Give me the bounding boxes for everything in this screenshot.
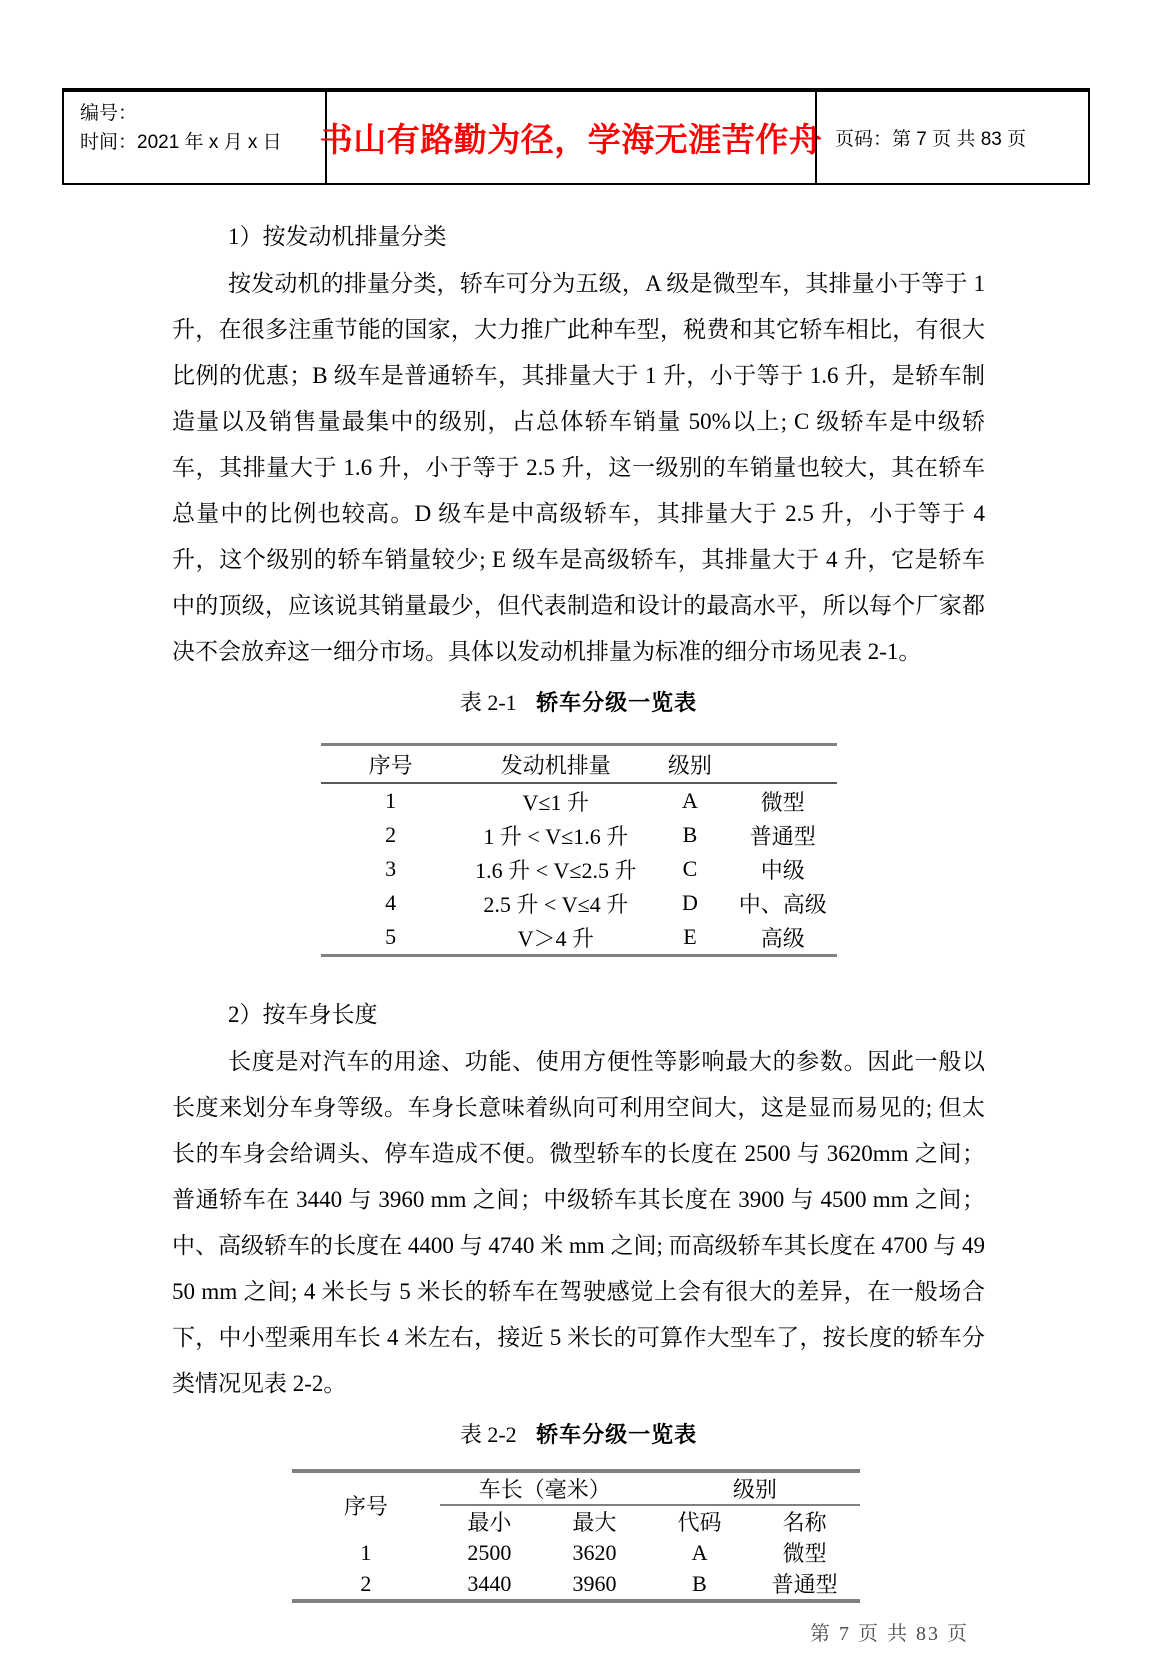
table-cell: 3960 [572, 1570, 617, 1596]
table-cell: 2.5 升 < V≤4 升 [483, 891, 629, 917]
table-2-2 [292, 1469, 860, 1603]
table-row [321, 783, 837, 818]
table-2-1 [321, 743, 837, 957]
table-cell: 1 升 < V≤1.6 升 [483, 823, 629, 849]
table-row [292, 1537, 860, 1568]
table-cell: 微型 [782, 1541, 827, 1566]
motto-text: 书山有路勤为径，学海无涯苦作舟 [319, 123, 823, 159]
table-cell: B [682, 822, 698, 847]
table-cell: 1 [360, 1539, 372, 1565]
table-cell: 3 [385, 856, 397, 881]
table-2-2-caption [172, 1415, 985, 1455]
table-header-cell: 名称 [782, 1510, 827, 1535]
table-row [321, 920, 837, 956]
table-cell: 3620 [572, 1539, 617, 1565]
page-number-value: 第 7 页 共 83 页 [892, 129, 1027, 150]
table-header-cell [729, 745, 837, 784]
table-header-row [321, 745, 837, 784]
table-header-cell: 代码 [677, 1510, 722, 1535]
page-number-label: 页码： [835, 129, 893, 150]
table-cell: 中级 [760, 857, 805, 883]
table-row [321, 886, 837, 920]
table-header-group-class: 级别 [650, 1471, 860, 1505]
table-cell: B [692, 1570, 707, 1596]
table-header-group-length: 车长（毫米） [440, 1471, 650, 1505]
section-2-paragraph: 长度是对汽车的用途、功能、使用方便性等影响最大的参数。因此一般以长度来划分车身等级。车身长意味着纵向可利用空间大，这是显而易见的; 但太长的车身会给调头、停车造成不便。微型轿车的长度在 2500 与 3620mm 之间；普通轿车在 3440 与 3960 mm 之间；中级轿车其长度在 3900 与 4500 mm 之间；中、高级轿车的长度在 4400 与 4740 米 mm 之间; 而高级轿车其长度在 4700 与 4950 mm 之间; 4 米长与 5 米长的轿车在驾驶感觉上会有很大的差异，在一般场合下，中小型乘用车长 4 米左右，接近 5 米长的可算作大型车了，按长度的轿车分类情况见表 2-2。 [172, 1049, 985, 1396]
table-cell: 普通型 [749, 823, 816, 849]
table-2-2-caption-label: 表 2-2 [459, 1422, 517, 1447]
table-2-2-caption-title: 轿车分级一览表 [536, 1422, 698, 1447]
doc-number-label: 编号： [80, 103, 138, 124]
table-header-cell: 最小 [467, 1510, 512, 1535]
table-header-cell: 级别 [667, 752, 712, 778]
table-cell: V≤1 升 [522, 789, 589, 815]
header-page-cell [815, 92, 1088, 183]
doc-time-label: 时间：2021 年 x 月 x 日 [80, 132, 282, 153]
table-header-cell: 最大 [572, 1510, 617, 1535]
page-header-table [62, 88, 1090, 185]
table-cell: 普通型 [771, 1572, 838, 1597]
table-2-1-caption-label: 表 2-1 [459, 690, 517, 715]
table-header-cell: 序号 [343, 1493, 388, 1519]
table-cell: 3440 [467, 1570, 512, 1596]
header-meta-cell [64, 92, 327, 183]
document-page [0, 88, 1152, 1654]
table-cell: C [682, 856, 698, 881]
table-cell: V＞4 升 [517, 925, 594, 951]
table-cell: 高级 [760, 925, 805, 951]
table-cell: 2 [385, 822, 397, 847]
section-1-heading: 1）按发动机排量分类 [228, 224, 447, 249]
table-cell: 1.6 升 < V≤2.5 升 [475, 857, 637, 883]
table-cell: 1 [385, 788, 397, 813]
table-row [321, 852, 837, 886]
table-cell: 2 [360, 1570, 372, 1596]
table-cell: 微型 [760, 789, 805, 815]
table-row [321, 818, 837, 852]
document-body [172, 213, 985, 1603]
table-cell: A [691, 1539, 708, 1565]
table-cell: D [681, 890, 698, 915]
table-2-1-caption [172, 683, 985, 723]
table-cell: 2500 [467, 1539, 512, 1565]
section-1-paragraph: 按发动机的排量分类，轿车可分为五级，A 级是微型车，其排量小于等于 1 升，在很多注重节能的国家，大力推广此种车型，税费和其它轿车相比，有很大比例的优惠；B 级车是普通轿车，其排量大于 1 升，小于等于 1.6 升，是轿车制造量以及销售量最集中的级别，占总体轿车销量 50%以上; C 级轿车是中级轿车，其排量大于 1.6 升，小于等于 2.5 升，这一级别的车销量也较大，其在轿车总量中的比例也较高。D 级车是中高级轿车，其排量大于 2.5 升，小于等于 4 升，这个级别的轿车销量较少; E 级车是高级轿车，其排量大于 4 升，它是轿车中的顶级，应该说其销量最少，但代表制造和设计的最高水平，所以每个厂家都决不会放弃这一细分市场。具体以发动机排量为标准的细分市场见表 2-1。 [172, 271, 985, 664]
table-header-row [292, 1471, 860, 1505]
footer-page-number: 第 7 页 共 83 页 [810, 1623, 969, 1645]
table-header-cell: 序号 [368, 752, 413, 778]
table-header-cell: 发动机排量 [500, 752, 611, 778]
table-row [292, 1568, 860, 1601]
section-2-heading: 2）按车身长度 [228, 1002, 378, 1027]
table-cell: E [683, 924, 697, 949]
table-cell: 5 [385, 924, 397, 949]
table-cell: A [681, 788, 698, 813]
header-motto-cell [319, 92, 823, 183]
table-2-1-caption-title: 轿车分级一览表 [536, 690, 698, 715]
table-cell: 中、高级 [738, 891, 827, 917]
table-cell: 4 [385, 890, 397, 915]
